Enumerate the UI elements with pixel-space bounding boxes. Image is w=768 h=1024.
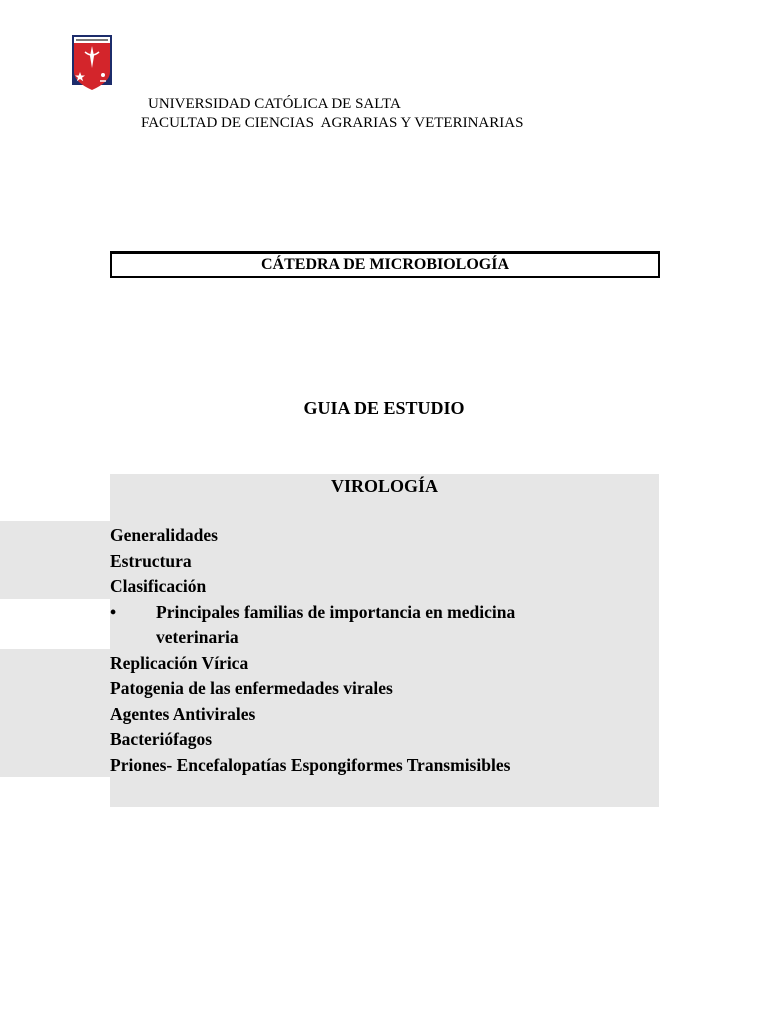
- topic-list: [110, 523, 670, 778]
- list-item: Agentes Antivirales: [110, 703, 256, 724]
- chair-title-box: [110, 251, 660, 278]
- university-crest-icon: [71, 34, 113, 92]
- list-item: Patogenia de las enfermedades virales: [110, 678, 393, 698]
- left-gray-band: [0, 521, 110, 599]
- list-item: Estructura: [110, 550, 192, 571]
- list-item: Bacteriófagos: [110, 729, 213, 749]
- section-title: VIROLOGÍA: [330, 476, 438, 496]
- list-item: Clasificación: [110, 576, 207, 596]
- chair-title: CÁTEDRA DE MICROBIOLOGÍA: [260, 256, 510, 273]
- list-item-text: Principales familias de importancia en medicina veterinaria: [156, 601, 516, 647]
- left-gray-band: [0, 649, 110, 777]
- list-item-bullet: [110, 600, 670, 651]
- list-item: Priones- Encefalopatías Espongiformes Transmisibles: [110, 754, 511, 775]
- faculty-name: FACULTAD DE CIENCIAS AGRARIAS Y VETERINARIAS: [141, 115, 524, 131]
- guide-title: GUIA DE ESTUDIO: [303, 398, 465, 418]
- bullet-glyph: •: [110, 601, 117, 622]
- university-name: UNIVERSIDAD CATÓLICA DE SALTA: [148, 96, 401, 112]
- list-item: Replicación Vírica: [110, 652, 249, 673]
- list-item: Generalidades: [110, 525, 218, 545]
